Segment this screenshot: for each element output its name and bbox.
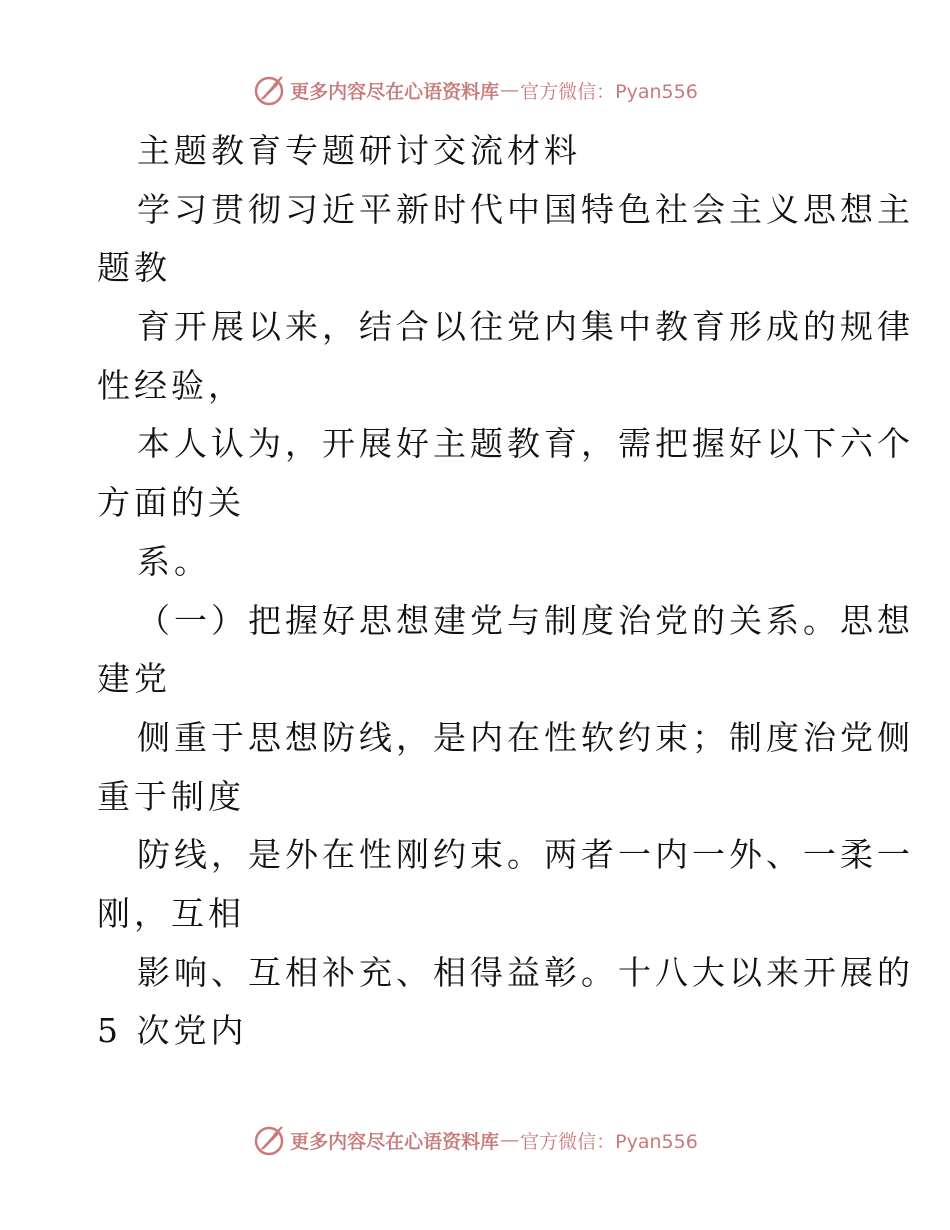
doc-title: 主题教育专题研讨交流材料 — [137, 131, 581, 170]
paragraph-line: 影响、互相补充、相得益彰。十八大以来开展的 — [137, 952, 914, 992]
paragraph-line: 系。 — [137, 541, 211, 581]
footer-banner — [0, 1120, 950, 1160]
paragraph-line: 方面的关 — [97, 483, 245, 523]
section-heading-line: （一）把握好思想建党与制度治党的关系。思想 — [137, 600, 914, 640]
header-banner — [0, 70, 950, 110]
paragraph-line: 侧重于思想防线，是内在性软约束；制度治党侧 — [137, 717, 914, 757]
document-body — [97, 122, 914, 1061]
paragraph-line: 防线，是外在性刚约束。两者一内一外、一柔一 — [137, 835, 914, 875]
banner-separator: — — [500, 79, 520, 101]
paragraph-line: 性经验， — [97, 365, 245, 405]
paragraph-line: 重于制度 — [97, 776, 245, 816]
banner-site-text: 更多内容尽在心语资料库 — [290, 1130, 500, 1153]
paragraph-line: 建党 — [97, 659, 171, 699]
banner-wechat-text: 官方微信：Pyan556 — [520, 1130, 698, 1153]
paragraph-line: 题教 — [97, 248, 171, 288]
paragraph-line: 5 次党内 — [97, 1011, 248, 1051]
quill-pen-logo-icon — [252, 73, 286, 107]
banner-separator: — — [500, 1129, 520, 1151]
paragraph-line: 本人认为，开展好主题教育，需把握好以下六个 — [137, 424, 914, 464]
paragraph-line: 育开展以来，结合以往党内集中教育形成的规律 — [137, 307, 914, 347]
paragraph-line: 学习贯彻习近平新时代中国特色社会主义思想主 — [137, 189, 914, 229]
banner-site-text: 更多内容尽在心语资料库 — [290, 80, 500, 103]
paragraph-line: 刚，互相 — [97, 893, 245, 933]
banner-wechat-text: 官方微信：Pyan556 — [520, 80, 698, 103]
quill-pen-logo-icon — [252, 1123, 286, 1157]
